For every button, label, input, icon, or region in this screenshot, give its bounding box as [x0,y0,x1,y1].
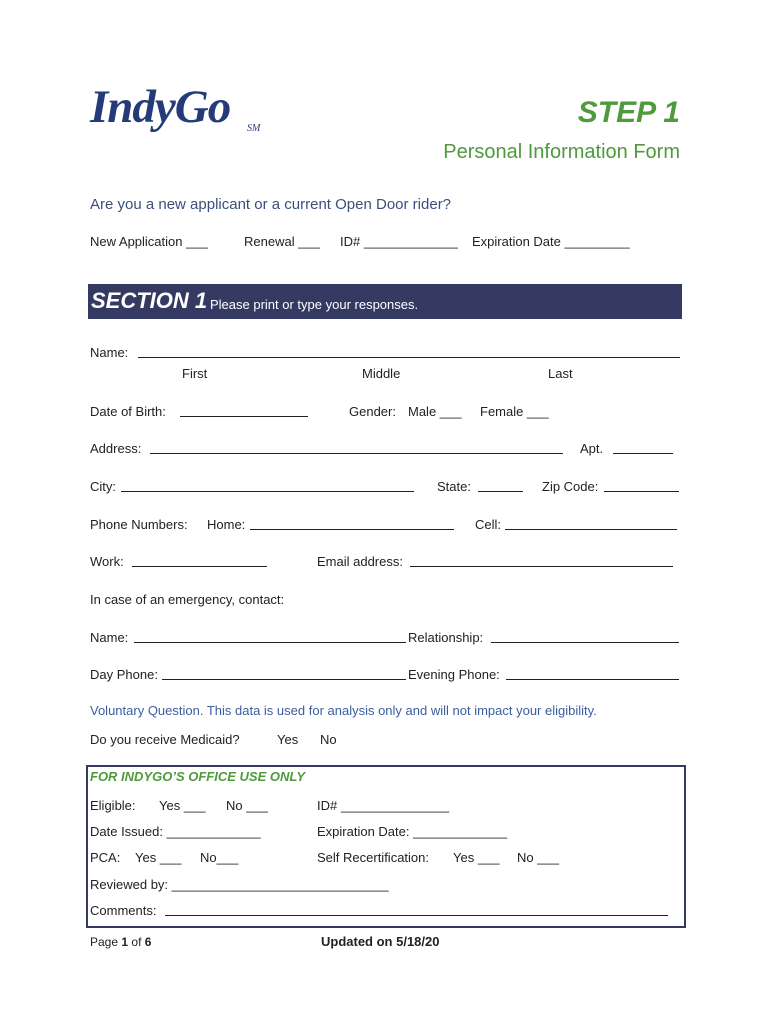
email-input[interactable] [410,555,673,567]
page-of: of [131,935,142,949]
name-last-caption: Last [548,366,573,381]
address-input[interactable] [150,442,563,454]
comments-input[interactable] [165,904,668,916]
work-phone-label: Work: [90,554,124,569]
gender-male-field[interactable]: Male ___ [408,404,462,419]
page-number: 1 [121,935,129,949]
section-1-bar [88,284,682,319]
office-use-title: FOR INDYGO’S OFFICE USE ONLY [90,769,305,784]
emergency-heading: In case of an emergency, contact: [90,592,285,607]
state-label: State: [437,479,471,494]
cell-phone-input[interactable] [505,518,677,530]
home-phone-label: Home: [207,517,246,532]
expiration-date-field[interactable]: Expiration Date _________ [472,234,630,249]
logo-service-mark: SM [247,123,261,134]
renewal-field[interactable]: Renewal ___ [244,234,320,249]
pca-label: PCA: [90,850,121,865]
medicaid-yes-option[interactable]: Yes [277,732,299,747]
section-title: SECTION 1 [91,288,208,313]
comments-label: Comments: [90,903,157,918]
eligible-yes-field[interactable]: Yes ___ [159,798,206,813]
gender-label: Gender: [349,404,396,419]
self-recert-label: Self Recertification: [317,850,429,865]
zip-input[interactable] [604,480,679,492]
reviewed-by-field[interactable]: Reviewed by: ______________________________ [90,877,389,892]
gender-female-field[interactable]: Female ___ [480,404,549,419]
emergency-name-label: Name: [90,630,129,645]
name-label: Name: [90,345,129,360]
home-phone-input[interactable] [250,518,454,530]
emergency-name-input[interactable] [134,631,406,643]
eligible-no-field[interactable]: No ___ [226,798,268,813]
office-id-field[interactable]: ID# _______________ [317,798,450,813]
pca-yes-field[interactable]: Yes ___ [135,850,182,865]
form-title: Personal Information Form [443,141,680,163]
applicant-question: Are you a new applicant or a current Open Door rider? [90,196,452,213]
state-input[interactable] [478,480,523,492]
evening-phone-label: Evening Phone: [408,667,500,682]
medicaid-no-option[interactable]: No [320,732,337,747]
phone-numbers-label: Phone Numbers: [90,517,188,532]
dob-input[interactable] [180,405,308,417]
cell-phone-label: Cell: [475,517,502,532]
name-input[interactable] [138,346,680,358]
office-expiration-field[interactable]: Expiration Date: _____________ [317,824,508,839]
city-input[interactable] [121,480,414,492]
zip-label: Zip Code: [542,479,599,494]
work-phone-input[interactable] [132,555,267,567]
medicaid-question: Do you receive Medicaid? [90,732,240,747]
city-label: City: [90,479,116,494]
self-recert-no-field[interactable]: No ___ [517,850,559,865]
day-phone-input[interactable] [162,668,406,680]
email-label: Email address: [317,554,403,569]
indygo-logo: IndyGo [90,81,231,133]
eligible-label: Eligible: [90,798,136,813]
relationship-input[interactable] [491,631,679,643]
section-subtitle: Please print or type your responses. [210,297,419,312]
address-label: Address: [90,441,142,456]
self-recert-yes-field[interactable]: Yes ___ [453,850,500,865]
name-middle-caption: Middle [362,366,401,381]
updated-date: Updated on 5/18/20 [321,934,440,949]
step-heading: STEP 1 [577,96,680,129]
new-application-field[interactable]: New Application ___ [90,234,208,249]
id-field[interactable]: ID# _____________ [340,234,458,249]
day-phone-label: Day Phone: [90,667,158,682]
date-issued-field[interactable]: Date Issued: _____________ [90,824,261,839]
apt-input[interactable] [613,442,673,454]
apt-label: Apt. [580,441,604,456]
pca-no-field[interactable]: No___ [200,850,239,865]
dob-label: Date of Birth: [90,404,166,419]
page-indicator [90,935,151,949]
relationship-label: Relationship: [408,630,484,645]
voluntary-note: Voluntary Question. This data is used for analysis only and will not impact your eligibility. [90,703,597,718]
name-first-caption: First [182,366,208,381]
evening-phone-input[interactable] [506,668,679,680]
page-prefix: Page [90,935,119,949]
page-total: 6 [144,935,152,949]
